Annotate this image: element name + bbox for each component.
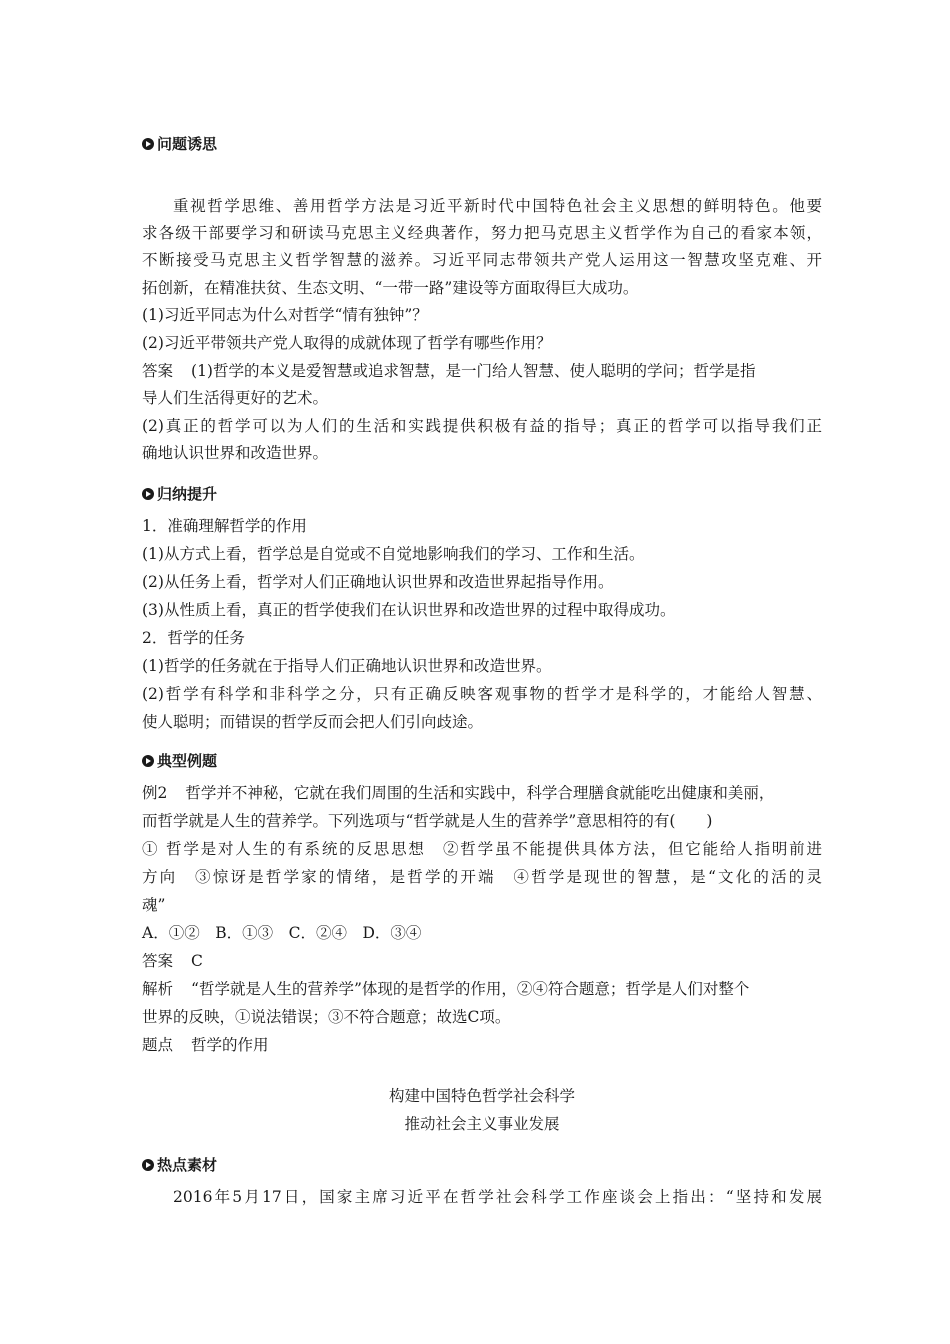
example-line-1: 例2 哲学并不神秘，它就在我们周围的生活和实践中，科学合理膳食就能吃出健康和美丽， xyxy=(142,784,775,802)
analysis-label: 解析 xyxy=(142,980,174,998)
summary-point-2-2-line-2: 使人聪明；而错误的哲学反而会把人们引向歧途。 xyxy=(142,713,484,731)
answer-label: 答案 xyxy=(142,362,174,380)
section-heading-guina: 归纳提升 xyxy=(142,484,217,504)
answer-line-1 xyxy=(142,361,822,381)
summary-point-2: 2．哲学的任务 xyxy=(142,629,245,647)
summary-point-1-2: (2)从任务上看，哲学对人们正确地认识世界和改造世界起指导作用。 xyxy=(142,573,614,591)
intro-line-2: 求各级干部要学习和研读马克思主义经典著作，努力把马克思主义哲学作为自己的看家本领， xyxy=(142,224,822,242)
example-line-2: 而哲学就是人生的营养学。下列选项与“哲学就是人生的营养学”意思相符的有( ) xyxy=(142,812,713,830)
section-heading-dianxing: 典型例题 xyxy=(142,751,217,771)
question-1: (1)习近平同志为什么对哲学“情有独钟”？ xyxy=(142,306,428,324)
play-circle-icon xyxy=(142,1159,154,1171)
answer-label: 答案 xyxy=(142,952,174,970)
example-options: A．①② B．①③ C．②④ D．③④ xyxy=(142,924,422,942)
feature-title-line-1: 构建中国特色哲学社会科学 xyxy=(388,1087,575,1105)
example-line-3: ① 哲学是对人生的有系统的反思思想 ②哲学虽不能提供具体方法，但它能给人指明前进 xyxy=(142,840,822,858)
summary-point-1-1: (1)从方式上看，哲学总是自觉或不自觉地影响我们的学习、工作和生活。 xyxy=(142,545,645,563)
answer-line-3: (2)真正的哲学可以为人们的生活和实践提供积极有益的指导；真正的哲学可以指导我们正 xyxy=(142,417,822,435)
answer-text: (1)哲学的本义是爱智慧或追求智慧，是一门给人智慧、使人聪明的学问；哲学是指 xyxy=(191,362,756,380)
intro-line-4: 拓创新，在精准扶贫、生态文明、“一带一路”建设等方面取得巨大成功。 xyxy=(142,279,639,297)
example-analysis-line-2: 世界的反映，①说法错误；③不符合题意；故选C项。 xyxy=(142,1008,511,1026)
example-analysis-line-1: 解析 “哲学就是人生的营养学”体现的是哲学的作用，②④符合题意；哲学是人们对整个 xyxy=(142,980,750,998)
summary-point-2-2-line-1: (2)哲学有科学和非科学之分，只有正确反映客观事物的哲学才是科学的，才能给人智慧、 xyxy=(142,685,822,703)
answer-value: C xyxy=(191,952,203,970)
summary-point-1: 1．准确理解哲学的作用 xyxy=(142,517,307,535)
play-circle-icon xyxy=(142,138,154,150)
hot-material-line-1: 2016年5月17日，国家主席习近平在哲学社会科学工作座谈会上指出：“坚持和发展 xyxy=(173,1188,822,1206)
section-heading-redian: 热点素材 xyxy=(142,1155,217,1175)
answer-line-4: 确地认识世界和改造世界。 xyxy=(142,444,329,462)
topic-label: 题点 xyxy=(142,1036,174,1054)
summary-point-2-1: (1)哲学的任务就在于指导人们正确地认识世界和改造世界。 xyxy=(142,657,552,675)
section-heading-wenti: 问题诱思 xyxy=(142,134,217,154)
example-label: 例2 xyxy=(142,784,168,802)
question-2: (2)习近平带领共产党人取得的成就体现了哲学有哪些作用？ xyxy=(142,334,552,352)
intro-line-1: 重视哲学思维、善用哲学方法是习近平新时代中国特色社会主义思想的鲜明特色。他要 xyxy=(173,197,822,215)
example-topic xyxy=(142,1035,822,1055)
intro-line-3: 不断接受马克思主义哲学智慧的滋养。习近平同志带领共产党人运用这一智慧攻坚克难、开 xyxy=(142,251,822,269)
topic-value: 哲学的作用 xyxy=(191,1036,269,1054)
example-line-5: 魂” xyxy=(142,896,166,914)
example-answer xyxy=(142,951,822,971)
answer-line-2: 导人们生活得更好的艺术。 xyxy=(142,389,329,407)
play-circle-icon xyxy=(142,755,154,767)
example-line-4: 方向 ③惊讶是哲学家的情绪，是哲学的开端 ④哲学是现世的智慧，是“文化的活的灵 xyxy=(142,868,822,886)
feature-title-line-2: 推动社会主义事业发展 xyxy=(404,1115,560,1133)
play-circle-icon xyxy=(142,488,154,500)
summary-point-1-3: (3)从性质上看，真正的哲学使我们在认识世界和改造世界的过程中取得成功。 xyxy=(142,601,676,619)
